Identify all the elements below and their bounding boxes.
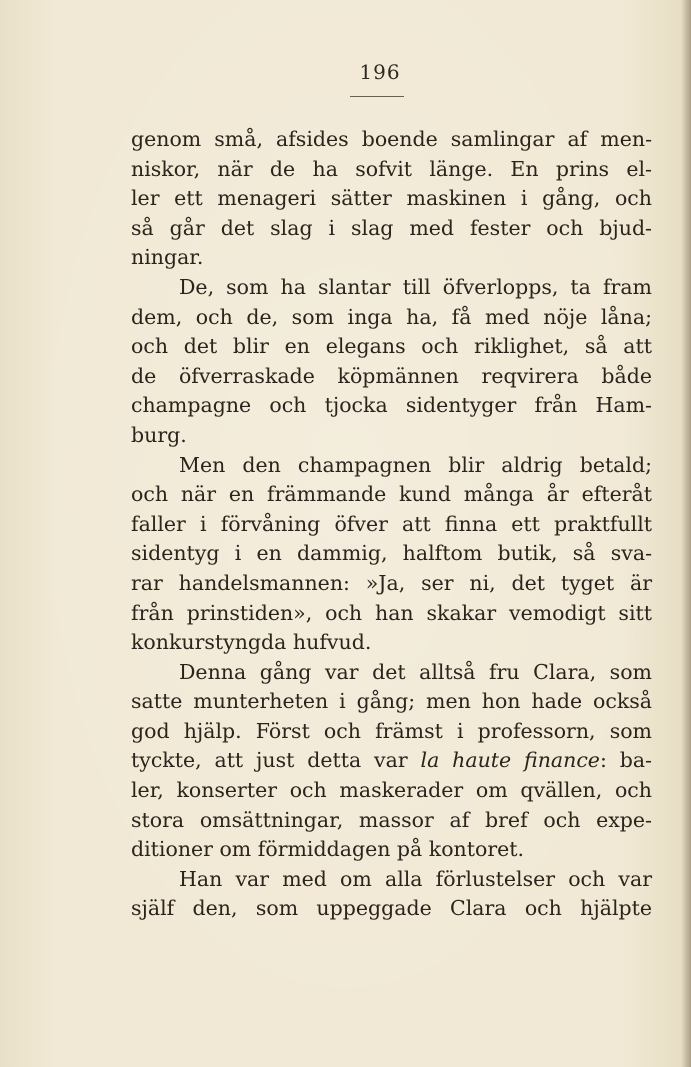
text-line: burg. xyxy=(131,422,187,447)
text-line-with-italic xyxy=(131,746,652,776)
text-line: niskor, när de ha sofvit länge. En prins el- xyxy=(131,156,652,181)
text-line: de öfverraskade köpmännen reqvirera både xyxy=(131,363,652,388)
text-line: stora omsättningar, massor af bref och expe- xyxy=(131,807,652,832)
text-line: sidentyg i en dammig, halftom butik, så sva- xyxy=(131,541,652,566)
text-line: ningar. xyxy=(131,245,204,270)
text-run: tyckte, att just detta var xyxy=(131,748,421,773)
text-line: faller i förvåning öfver att finna ett praktfullt xyxy=(131,511,652,536)
text-line: Men den champagnen blir aldrig betald; xyxy=(179,452,652,477)
text-line: Han var med om alla förlustelser och var xyxy=(179,866,652,891)
text-line: genom små, afsides boende samlingar af men- xyxy=(131,127,652,151)
text-line: ditioner om förmiddagen på kontoret. xyxy=(131,837,525,862)
page-number: 196 xyxy=(359,60,401,84)
text-line: och när en främmande kund många år efteråt xyxy=(131,482,652,507)
text-line: konkurstyngda hufvud. xyxy=(131,630,372,655)
text-line: De, som ha slantar till öfverlopps, ta fram xyxy=(179,274,652,299)
text-line: så går det slag i slag med fester och bjud- xyxy=(131,215,652,240)
text-line: från prinstiden», och han skakar vemodigt sitt xyxy=(131,600,652,625)
text-line: Denna gång var det alltså fru Clara, som xyxy=(179,659,652,684)
text-line: satte munterheten i gång; men hon hade också xyxy=(131,689,652,714)
page-edge-shadow xyxy=(681,0,691,1067)
text-line: god hjälp. Först och främst i professorn, som xyxy=(131,718,652,743)
text-line: och det blir en elegans och riklighet, så att xyxy=(131,334,652,359)
text-run: : ba- xyxy=(599,748,652,773)
text-line: rar handelsmannen: »Ja, ser ni, det tyget är xyxy=(131,570,652,595)
header-rule xyxy=(350,96,404,97)
text-line: ler, konserter och maskerader om qvällen, och xyxy=(131,778,652,803)
body-text xyxy=(131,125,652,924)
text-line: champagne och tjocka sidentyger från Ham- xyxy=(131,393,652,418)
text-line: ler ett menageri sätter maskinen i gång, och xyxy=(131,186,652,211)
text-line: själf den, som uppeggade Clara och hjälpte xyxy=(131,896,652,921)
text-line: dem, och de, som inga ha, få med nöje låna; xyxy=(131,304,652,329)
italic-phrase: la haute finance xyxy=(420,748,600,773)
